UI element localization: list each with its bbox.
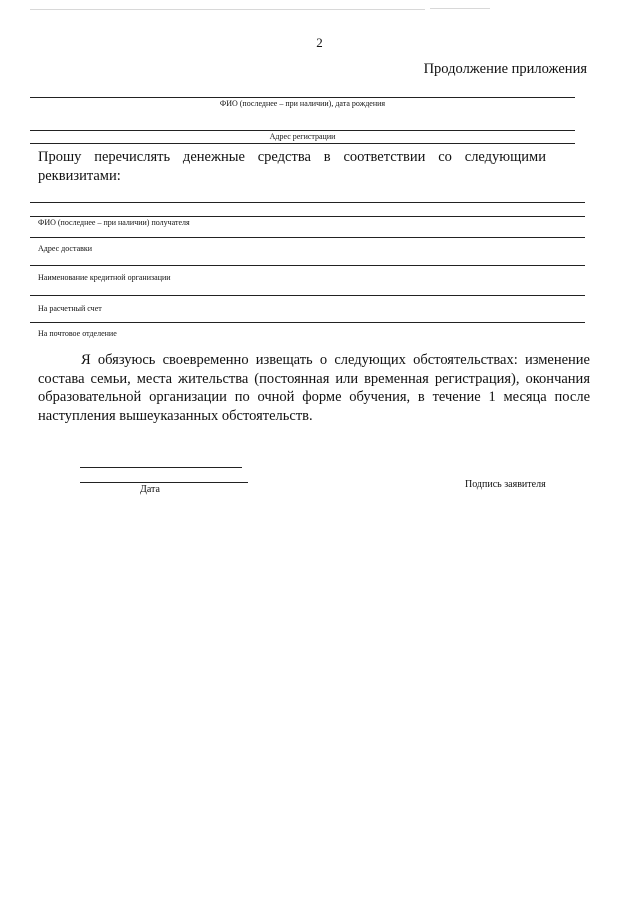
applicant-address-line: [30, 130, 575, 131]
date-label: Дата: [140, 484, 160, 495]
page-number: 2: [316, 35, 323, 50]
date-line: [80, 467, 242, 468]
separator-line: [30, 143, 575, 144]
applicant-signature-label: Подпись заявителя: [465, 479, 546, 490]
request-paragraph: Прошу перечислять денежные средства в соответствии со следующими реквизитами:: [38, 149, 546, 184]
delivery-address-caption: Адрес доставки: [38, 244, 93, 253]
credit-org-line: [30, 265, 585, 266]
appendix-continuation-heading: Продолжение приложения: [423, 61, 587, 77]
scan-artifact-line: [430, 8, 490, 9]
obligation-paragraph: Я обязуюсь своевременно извещать о следующих обстоятельствах: изменение состава семьи, места жительства (постоянная или временная регистрация), окончания образовательной организации по очной форме обучения, в течение 1 месяца после наступления вышеуказанных обстоятельств.: [38, 352, 590, 424]
account-caption: На расчетный счет: [38, 304, 102, 313]
applicant-address-caption: Адрес регистрации: [269, 132, 336, 141]
credit-org-caption: Наименование кредитной организации: [38, 273, 171, 282]
delivery-address-line: [30, 237, 585, 238]
requisites-top-line: [30, 202, 585, 203]
account-line: [30, 295, 585, 296]
applicant-fio-line: [30, 97, 575, 98]
applicant-fio-caption: ФИО (последнее – при наличии), дата рождения: [219, 99, 386, 108]
scan-artifact-line: [30, 9, 425, 10]
post-office-line: [30, 322, 585, 323]
recipient-fio-caption: ФИО (последнее – при наличии) получателя: [38, 218, 190, 227]
recipient-fio-line: [30, 216, 585, 217]
post-office-caption: На почтовое отделение: [38, 329, 117, 338]
date-line-lower: [80, 482, 248, 483]
